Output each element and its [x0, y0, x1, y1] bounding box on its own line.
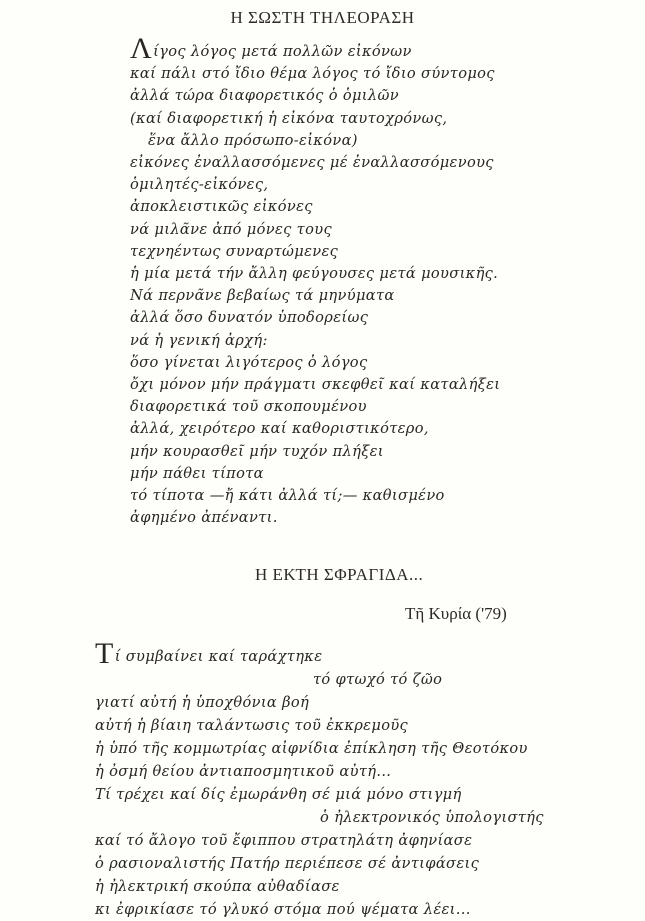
poem-line: κι ἐφρικίασε τό γλυκό στόμα πού ψέματα λέει...	[95, 901, 471, 918]
poem-line: ὁμιλητές-εἰκόνες,	[130, 176, 269, 194]
poem-body	[130, 32, 501, 529]
drop-cap: Τ	[95, 637, 114, 670]
drop-cap: Λ	[130, 32, 153, 65]
poem-line: ἀλλά ὅσο δυνατόν ὑποδορείως	[130, 309, 369, 327]
poem-line: διαφορετικά τοῦ σκοπουμένου	[130, 398, 367, 416]
poem-line: ὅσο γίνεται λιγότερος ὁ λόγος	[130, 353, 368, 371]
poem-line: ὄχι μόνον μήν πράγματι σκεφθεῖ καί καταλήξει	[130, 376, 501, 394]
poem-line: ἕνα ἄλλο πρόσωπο-εἰκόνα)	[148, 131, 358, 149]
poem-line: Τί συμβαίνει καί ταράχτηκε	[95, 637, 323, 670]
poem-title: Η ΕΚΤΗ ΣΦΡΑΓΙΔΑ...	[255, 565, 424, 584]
poem-line: καί πάλι στό ἴδιο θέμα λόγος τό ἴδιο σύντομος	[130, 65, 495, 83]
poem-line: Τί τρέχει καί δίς ἐμωράνθη σέ μιά μόνο στιγμή	[95, 786, 462, 803]
poem-line: νά ἡ γενική ἀρχή:	[130, 331, 268, 349]
poem-line: ἡ ὑπό τῆς κομμωτρίας αἰφνίδια ἐπίκληση τῆς Θεοτόκου	[95, 740, 528, 757]
poem-line: Λίγος λόγος μετά πολλῶν εἰκόνων	[130, 32, 412, 65]
poem-line: Νά περνᾶνε βεβαίως τά μηνύματα	[130, 287, 395, 305]
poem-line: ὁ ρασιοναλιστής Πατήρ περιέπεσε σέ ἀντιφάσεις	[95, 855, 480, 872]
poem-line: ἀποκλειστικῶς εἰκόνες	[130, 198, 313, 216]
poem-line: ἀλλά τώρα διαφορετικός ὁ ὁμιλῶν	[130, 87, 399, 105]
poem-line: εἰκόνες ἐναλλασσόμενες μέ ἐναλλασσόμενους	[130, 154, 494, 172]
poem-line: τό τίποτα —ἤ κάτι ἀλλά τί;— καθισμένο	[130, 487, 445, 505]
poem-line: τεχνηέντως συναρτώμενες	[130, 242, 339, 260]
poem-line: αὐτή ἡ βίαιη ταλάντωσις τοῦ ἐκκρεμοῦς	[95, 717, 409, 734]
poem-line: τό φτωχό τό ζῶο	[313, 671, 443, 688]
poem-line: ἀλλά, χειρότερο καί καθοριστικότερο,	[130, 420, 429, 438]
poem-title: Η ΣΩΣΤΗ ΤΗΛΕΟΡΑΣΗ	[230, 8, 415, 27]
dedication: Τῆ Κυρία ('79)	[405, 604, 507, 623]
poem-line: γιατί αὐτή ἡ ὑποχθόνια βοή	[95, 694, 310, 711]
poem-body	[95, 637, 544, 921]
poem-line: νά μιλᾶνε ἀπό μόνες τους	[130, 220, 332, 238]
poem-line: (καί διαφορετική ἡ εἰκόνα ταυτοχρόνως,	[130, 109, 448, 127]
poem-line: καί τό ἄλογο τοῦ ἔφιππου στρατηλάτη ἀφηνίασε	[95, 832, 473, 849]
poem-line: ἡ ὀσμή θείου ἀντιαποσμητικοῦ αὐτή...	[95, 763, 392, 780]
poem-line: ὁ ἠλεκτρονικός ὑπολογιστής	[320, 809, 544, 826]
poem-line: ἡ ἠλεκτρική σκούπα αὐθαδίασε	[95, 878, 340, 895]
poem-line: μήν κουρασθεῖ μήν τυχόν πλήξει	[130, 442, 384, 460]
poem-line: μήν πάθει τίποτα	[130, 464, 264, 482]
poem-line: ἀφημένο ἀπέναντι.	[130, 509, 278, 527]
poem-line: ἡ μία μετά τήν ἄλλη φεύγουσες μετά μουσικῆς.	[130, 265, 499, 283]
